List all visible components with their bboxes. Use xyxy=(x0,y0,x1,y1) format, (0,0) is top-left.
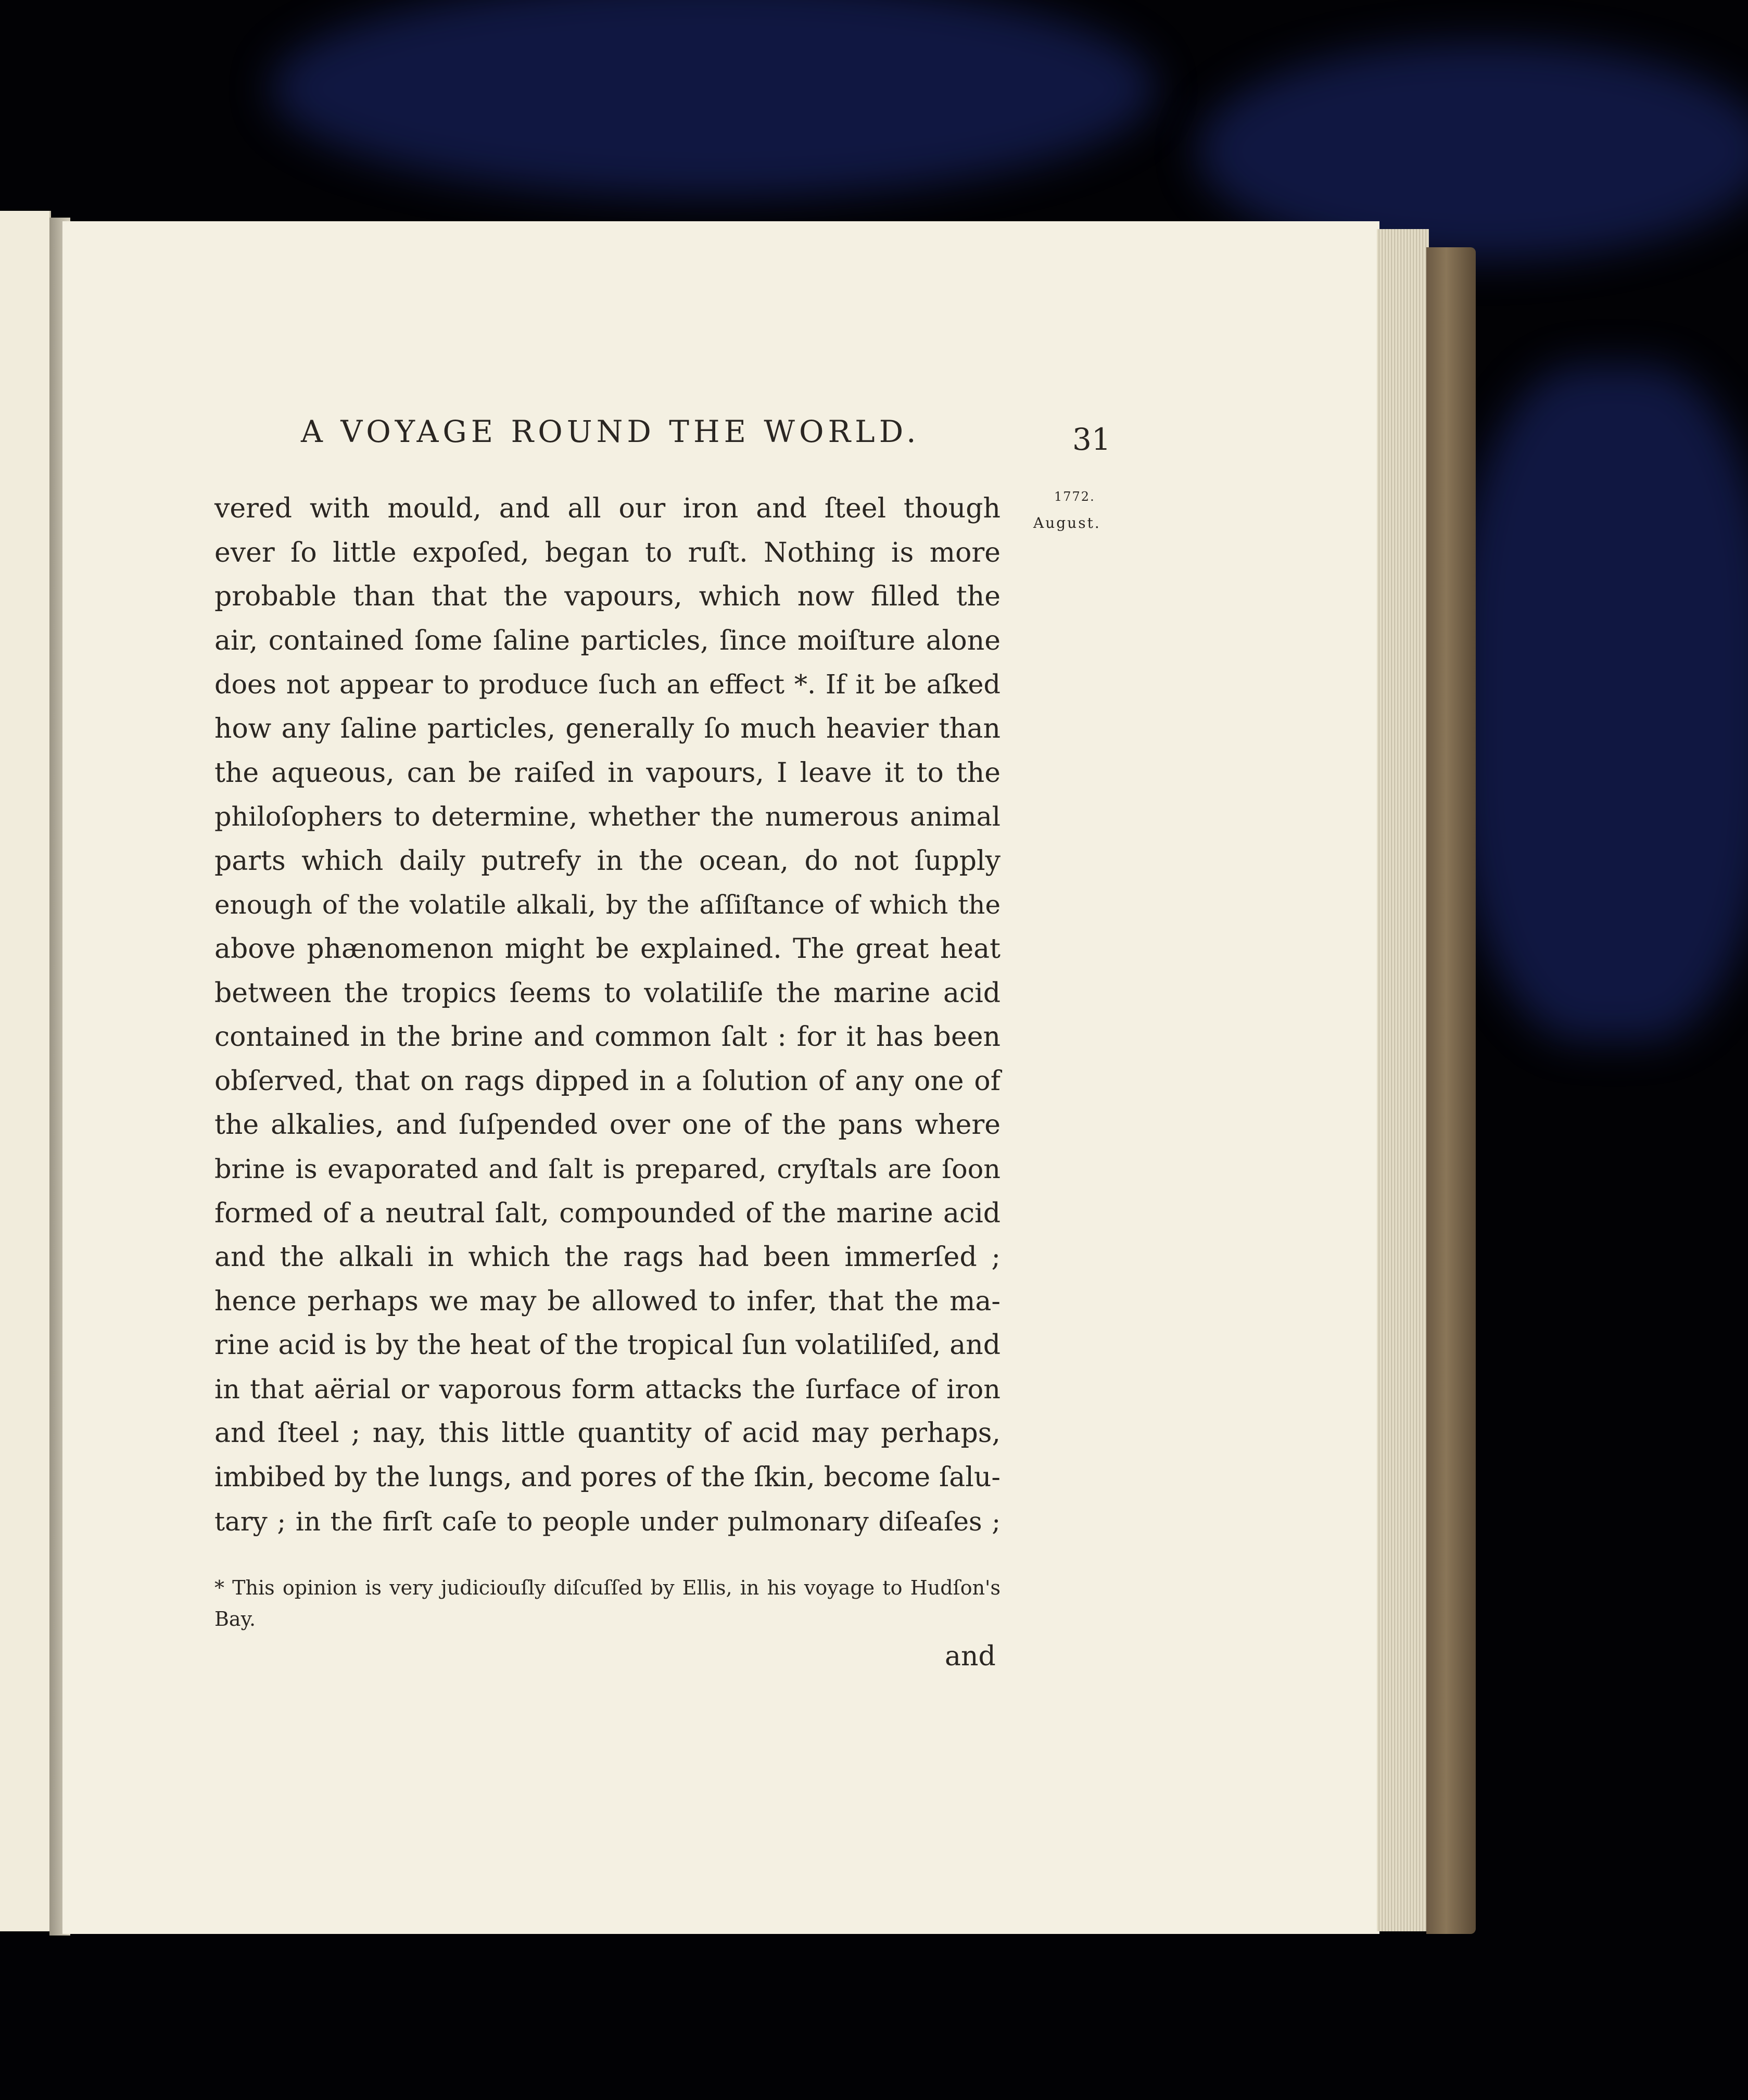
margin-note-year: 1772. xyxy=(1054,489,1095,504)
text-line: and ſteel ; nay, this little quantity of acid may perhaps, xyxy=(214,1418,1000,1449)
text-line: and the alkali in which the rags had been immerſed ; xyxy=(214,1242,1000,1273)
text-line: enough of the volatile alkali, by the aſſiſtance of which the xyxy=(214,890,1000,920)
body-text xyxy=(214,487,1000,1544)
text-line: contained in the brine and common ſalt : for it has been xyxy=(214,1021,1000,1053)
footnote-line: Bay. xyxy=(214,1608,256,1630)
text-line: brine is evaporated and ſalt is prepared, cryſtals are ſoon xyxy=(214,1153,1000,1184)
page-block-edge xyxy=(1377,229,1429,1931)
background-shadow xyxy=(271,0,1156,198)
text-line: the aqueous, can be raiſed in vapours, I leave it to the xyxy=(214,757,1000,789)
catchword: and xyxy=(945,1641,996,1672)
text-line: in that aërial or vaporous form attacks the ſurface of iron xyxy=(214,1373,1000,1405)
text-line: tary ; in the firſt caſe to people under pulmonary diſeaſes ; xyxy=(214,1506,1000,1537)
text-line: air, contained ſome ſaline particles, ſince moiſture alone xyxy=(214,625,1000,656)
text-line: between the tropics ſeems to volatiliſe the marine acid xyxy=(214,977,1000,1009)
text-line: rine acid is by the heat of the tropical ſun volatiliſed, and xyxy=(214,1330,1000,1361)
text-line: imbibed by the lungs, and pores of the ſkin, become ſalu- xyxy=(214,1462,1000,1494)
text-line: probable than that the vapours, which now filled the xyxy=(214,581,1000,613)
running-head: A VOYAGE ROUND THE WORLD. xyxy=(301,414,920,449)
text-line: does not appear to produce ſuch an effect *. If it be aſked xyxy=(214,669,1000,700)
text-line: philoſophers to determine, whether the numerous animal xyxy=(214,801,1000,832)
text-line: the alkalies, and ſuſpended over one of the pans where xyxy=(214,1109,1000,1141)
page-number: 31 xyxy=(1072,422,1111,457)
text-line: formed of a neutral ſalt, compounded of the marine acid xyxy=(214,1197,1000,1229)
text-line: how any ſaline particles, generally ſo much heavier than xyxy=(214,713,1000,744)
background-shadow xyxy=(1458,364,1748,1041)
text-line: vered with mould, and all our iron and ſteel though xyxy=(214,493,1000,524)
text-line: ever ſo little expoſed, began to ruſt. Nothing is more xyxy=(214,537,1000,568)
text-line: parts which daily putrefy in the ocean, do not ſupply xyxy=(214,845,1000,877)
text-line: hence perhaps we may be allowed to infer, that the ma- xyxy=(214,1285,1000,1317)
footnote-line: * This opinion is very judiciouſly diſcuſſed by Ellis, in his voyage to Hudſon's xyxy=(214,1576,1000,1599)
text-line: obſerved, that on rags dipped in a ſolution of any one of xyxy=(214,1065,1000,1097)
margin-note-month: August. xyxy=(1033,514,1101,532)
footnote xyxy=(214,1572,1000,1635)
book-cover xyxy=(1426,247,1476,1934)
text-line: above phænomenon might be explained. The great heat xyxy=(214,933,1000,965)
left-page-edge xyxy=(0,211,51,1931)
